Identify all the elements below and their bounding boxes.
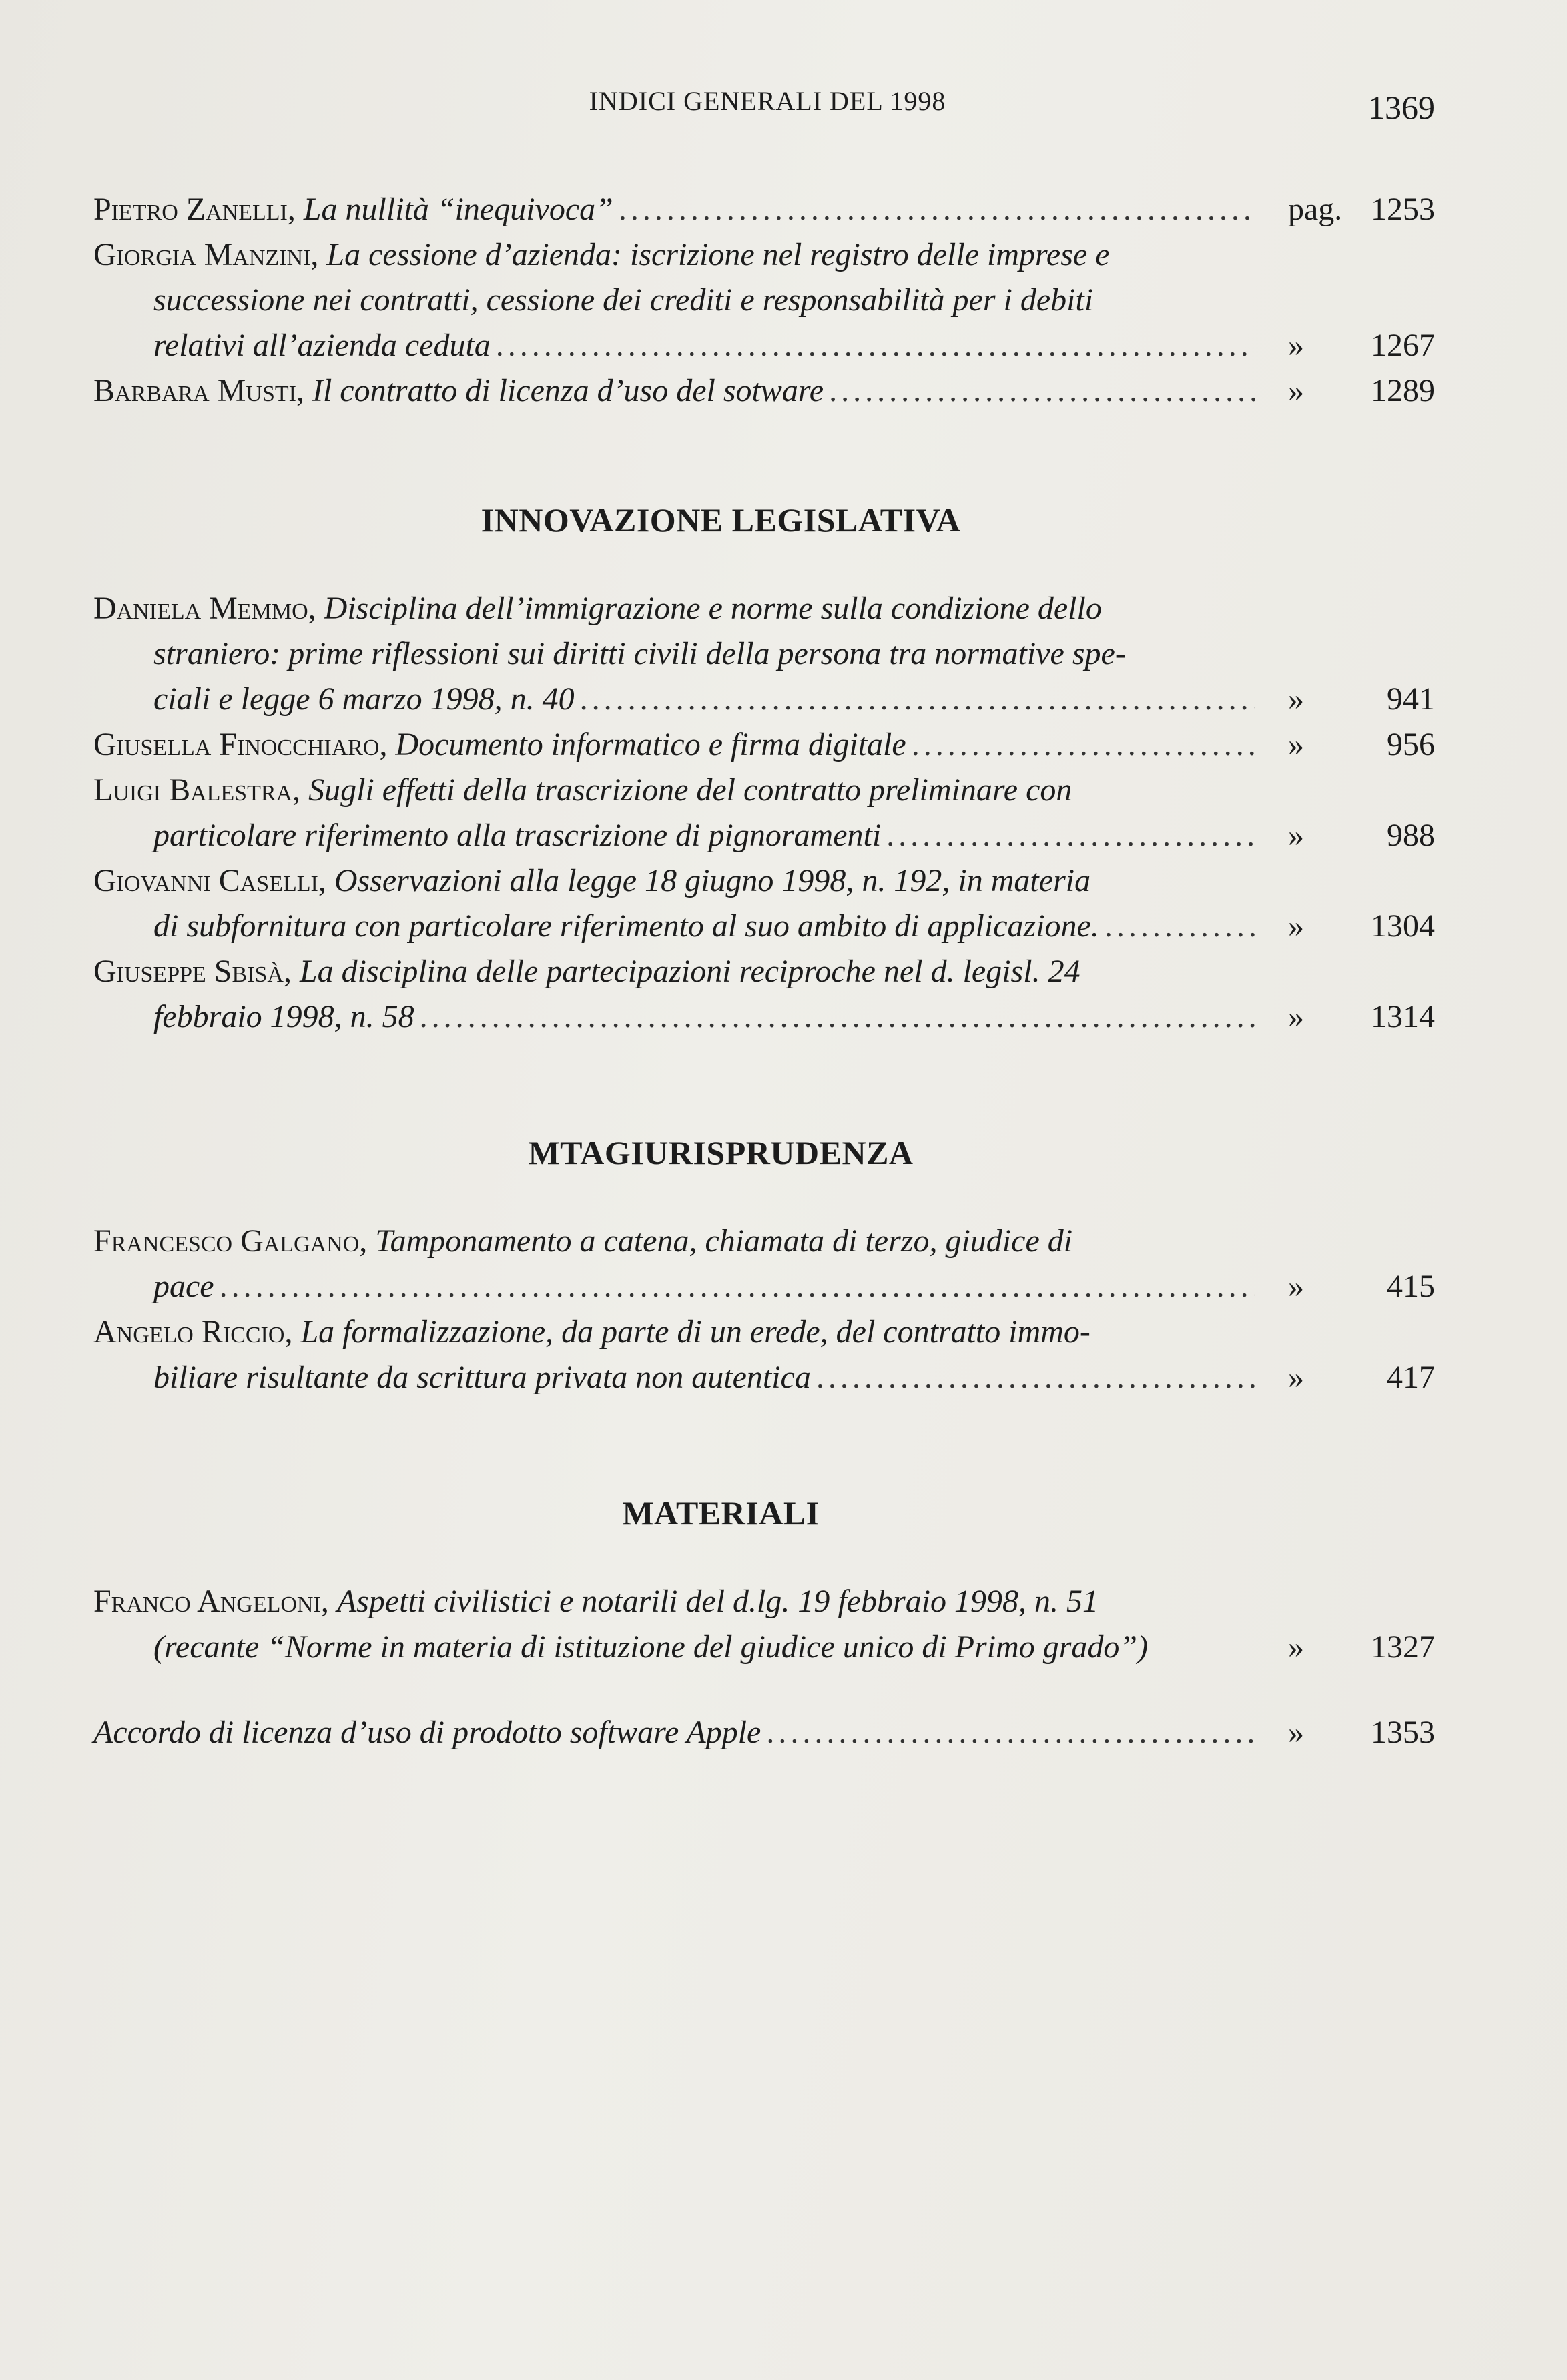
page-marker: » [1288, 1269, 1304, 1304]
entry-last-line [93, 994, 1255, 1040]
entry-title: Osservazioni alla legge 18 giugno 1998, n. 192, in materia [334, 863, 1091, 898]
toc-entry [93, 1579, 1435, 1670]
entry-title: Documento informatico e firma digitale [395, 727, 906, 762]
entry-text [93, 1309, 1255, 1400]
entry-title: La nullità “inequivoca” [303, 192, 613, 227]
page-ref-number: 417 [1387, 1360, 1435, 1395]
page-reference [1261, 1355, 1435, 1400]
page-ref-number: 415 [1387, 1269, 1435, 1304]
entry-last-line [93, 813, 1255, 858]
entry-last-line [93, 1355, 1255, 1400]
entry-title: pace [153, 1269, 214, 1304]
entry-text [93, 368, 1255, 414]
entry-author: Giuseppe Sbisà [93, 954, 284, 989]
page-ref-number: 956 [1387, 727, 1435, 762]
entry-first-line: Francesco Galgano, Tamponamento a catena, chiamata di terzo, giudice di [93, 1223, 1073, 1259]
entry-last-line [93, 1710, 1255, 1755]
dot-leader [1105, 904, 1255, 949]
toc-entry [93, 1219, 1435, 1309]
entry-first-line: Angelo Riccio, La formalizzazione, da parte di un erede, del contratto immo- [93, 1314, 1090, 1350]
toc-entry [93, 858, 1435, 949]
entry-title: febbraio 1998, n. 58 [153, 999, 414, 1034]
entry-author: Barbara Musti [93, 373, 296, 408]
toc-entry [93, 1309, 1435, 1400]
entry-first-line: Giovanni Caselli, Osservazioni alla legge 18 giugno 1998, n. 192, in materia [93, 863, 1091, 898]
entry-author: Angelo Riccio [93, 1314, 285, 1350]
page-ref-number: 941 [1387, 681, 1435, 717]
page-ref-number: 1314 [1371, 999, 1435, 1034]
entry-title: Sugli effetti della trascrizione del contratto preliminare con [308, 772, 1072, 808]
dot-leader [886, 813, 1255, 858]
toc-entry [93, 586, 1435, 722]
section-title: MTAGIURISPRUDENZA [528, 1134, 914, 1171]
entry-text [93, 187, 1255, 232]
entry-title: Accordo di licenza d’uso di prodotto software Apple [93, 1715, 761, 1750]
section-title: INNOVAZIONE LEGISLATIVA [481, 501, 961, 539]
page-reference [1261, 813, 1435, 858]
dot-leader [766, 1710, 1255, 1755]
dot-leader [619, 187, 1255, 232]
entry-first-line: Luigi Balestra, Sugli effetti della trascrizione del contratto preliminare con [93, 772, 1072, 808]
entry-title: di subfornitura con particolare riferimento al suo ambito di applicazione. [153, 908, 1099, 944]
entry-continuation-line [93, 278, 1255, 323]
toc-entry [93, 368, 1435, 414]
entry-title: La formalizzazione, da parte di un erede, del contratto immo- [300, 1314, 1090, 1350]
page-ref-number: 1289 [1371, 373, 1435, 408]
entry-last-line: Pietro Zanelli , La nullità “inequivoca” ..... [93, 187, 1255, 232]
entry-title: ciali e legge 6 marzo 1998, n. 40 [153, 681, 575, 717]
page-reference [1261, 323, 1435, 368]
entry-last-line [93, 1624, 1255, 1670]
entry-title: successione nei contratti, cessione dei crediti e responsabilità per i debiti [153, 282, 1094, 318]
toc-entry [93, 722, 1435, 768]
entry-text [93, 768, 1255, 858]
entry-author: Daniela Memmo [93, 591, 308, 626]
entry-text [93, 1219, 1255, 1309]
page-ref-number: 1267 [1371, 328, 1435, 363]
page-ref-number: 1253 [1371, 192, 1435, 227]
running-head: INDICI GENERALI DEL 1998 [589, 86, 946, 116]
entry-last-line [93, 1264, 1255, 1309]
entry-text [93, 858, 1255, 949]
entry-first-line: Franco Angeloni, Aspetti civilistici e notarili del d.lg. 19 febbraio 1998, n. 51 [93, 1584, 1099, 1619]
page-reference [1261, 722, 1435, 768]
entry-text [93, 722, 1255, 768]
entry-author: Francesco Galgano [93, 1223, 360, 1259]
entry-text [93, 949, 1255, 1040]
toc-entry [93, 187, 1435, 232]
page-reference [1261, 1710, 1435, 1755]
entry-author: Luigi Balestra [93, 772, 293, 808]
section-title: MATERIALI [622, 1494, 820, 1532]
page-marker: » [1288, 999, 1304, 1034]
page-marker: » [1288, 1629, 1304, 1665]
page-marker: » [1288, 818, 1304, 853]
entry-title: biliare risultante da scrittura privata non autentica [153, 1360, 811, 1395]
entry-author: Pietro Zanelli [93, 192, 288, 227]
entry-last-line [93, 323, 1255, 368]
page-reference [1261, 187, 1435, 232]
page-reference [1261, 677, 1435, 722]
page-marker: » [1288, 373, 1304, 408]
entry-text [93, 586, 1255, 722]
dot-leader [912, 722, 1255, 768]
dot-leader [496, 323, 1255, 368]
page-marker: » [1288, 908, 1304, 944]
entry-first-line: Giorgia Manzini, La cessione d’azienda: iscrizione nel registro delle imprese e [93, 237, 1110, 272]
entry-title: Aspetti civilistici e notarili del d.lg. 19 febbraio 1998, n. 51 [336, 1584, 1099, 1619]
entry-author: Giusella Finocchiaro [93, 727, 380, 762]
entry-title: Disciplina dell’immigrazione e norme sulla condizione dello [324, 591, 1102, 626]
page-reference [1261, 368, 1435, 414]
table-of-contents [93, 187, 1435, 1755]
entry-last-line [93, 904, 1255, 949]
dot-leader [829, 368, 1255, 414]
dot-leader [220, 1264, 1255, 1309]
entry-text [93, 232, 1255, 368]
entry-title: Il contratto di licenza d’uso del sotware [312, 373, 824, 408]
entry-last-line [93, 677, 1255, 722]
toc-entry [93, 232, 1435, 368]
entry-first-line: Daniela Memmo, Disciplina dell’immigrazione e norme sulla condizione dello [93, 591, 1102, 626]
page-ref-number: 1327 [1371, 1629, 1435, 1665]
entry-last-line: Barbara Musti , Il contratto di licenza d’uso del sotware ..... [93, 368, 1255, 414]
entry-title: straniero: prime riflessioni sui diritti civili della persona tra normative spe- [153, 636, 1126, 671]
entry-text [93, 1710, 1255, 1755]
page-number: 1369 [1368, 89, 1435, 126]
entry-title: particolare riferimento alla trascrizione di pignoramenti [153, 818, 882, 853]
entry-author: Giorgia Manzini [93, 237, 311, 272]
dot-leader [420, 994, 1255, 1040]
page-marker: » [1288, 681, 1304, 717]
entry-author: Franco Angeloni [93, 1584, 321, 1619]
entry-title: Tamponamento a catena, chiamata di terzo, giudice di [375, 1223, 1073, 1259]
entry-title: (recante “Norme in materia di istituzione del giudice unico di Primo grado”) [153, 1629, 1149, 1665]
page-reference [1261, 994, 1435, 1040]
page-reference [1261, 904, 1435, 949]
entry-last-line: Giusella Finocchiaro , Documento informatico e firma digitale ..... [93, 722, 1255, 768]
entry-text [93, 1579, 1255, 1670]
page-ref-number: 988 [1387, 818, 1435, 853]
entry-title: La cessione d’azienda: iscrizione nel registro delle imprese e [326, 237, 1110, 272]
page-reference [1261, 1624, 1435, 1670]
dot-leader [816, 1355, 1255, 1400]
entry-continuation-line [93, 631, 1255, 677]
page-marker: » [1288, 328, 1304, 363]
page-marker: » [1288, 1360, 1304, 1395]
toc-entry [93, 768, 1435, 858]
dot-leader [580, 677, 1255, 722]
page-marker: » [1288, 1715, 1304, 1750]
page-marker: pag. [1288, 192, 1343, 227]
page-ref-number: 1353 [1371, 1715, 1435, 1750]
page-marker: » [1288, 727, 1304, 762]
page-ref-number: 1304 [1371, 908, 1435, 944]
entry-title: La disciplina delle partecipazioni reciproche nel d. legisl. 24 [299, 954, 1080, 989]
toc-entry [93, 1710, 1435, 1755]
toc-entry [93, 949, 1435, 1040]
page-reference [1261, 1264, 1435, 1309]
entry-first-line: Giuseppe Sbisà, La disciplina delle partecipazioni reciproche nel d. legisl. 24 [93, 954, 1080, 989]
entry-title: relativi all’azienda ceduta [153, 328, 491, 363]
entry-author: Giovanni Caselli [93, 863, 318, 898]
